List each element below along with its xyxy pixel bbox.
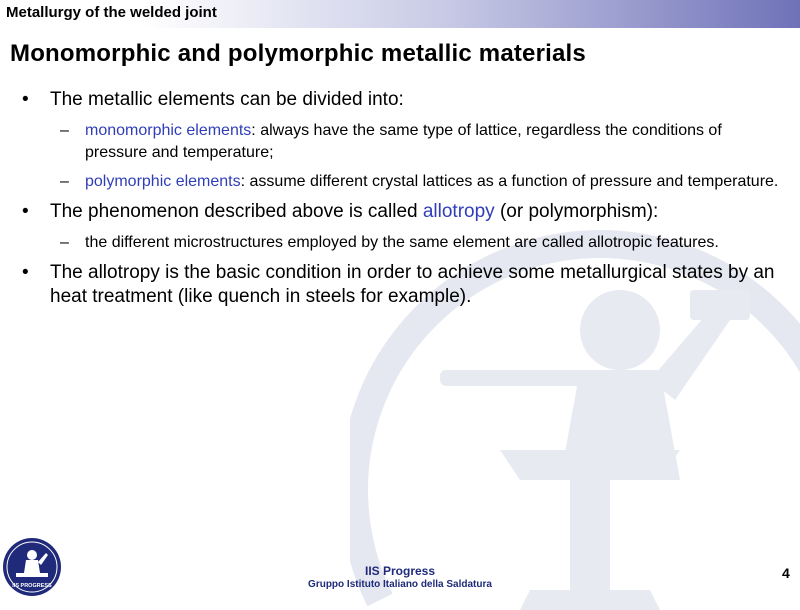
bullet-marker: • [22,262,29,283]
bullet-1-text: The metallic elements can be divided into: [50,89,404,110]
bullet-2-after: (or polymorphism): [494,201,659,222]
logo-text: IIS PROGRESS [12,583,52,589]
page-number: 4 [782,565,790,581]
allotropic-text: the different microstructures employed by the same element are called allotropic features. [85,234,719,251]
term-monomorphic: monomorphic elements [85,122,252,139]
footer-subtitle: Gruppo Istituto Italiano della Saldatura [308,579,492,590]
dash-marker: – [60,173,69,190]
slide-content [20,88,780,317]
bullet-3 [20,261,780,309]
polymorphic-definition: : assume different crystal lattices as a function of pressure and temperature. [240,173,779,190]
footer-org: IIS Progress [364,564,436,578]
term-allotropy: allotropy [422,201,495,222]
sub-bullet-monomorphic [20,120,780,164]
document-title: Metallurgy of the welded joint [6,4,217,21]
bullet-3-text: The allotropy is the basic condition in order to achieve some metallurgical states by an heat treatment (like quench in steels for example). [50,262,775,307]
footer [0,564,800,591]
bullet-marker: • [22,201,29,222]
bullet-2 [20,200,780,224]
dash-marker: – [60,122,69,139]
bullet-marker: • [22,89,29,110]
sub-bullet-polymorphic [20,171,780,193]
term-polymorphic: polymorphic elements [85,173,241,190]
bullet-1 [20,88,780,112]
monomorphic-definition: : always have the same type of lattice, regardless the conditions of pressure and temperature; [85,122,722,161]
bullet-2-before: The phenomenon described above is called [50,201,423,222]
sub-bullet-allotropic [20,232,780,254]
slide-title: Monomorphic and polymorphic metallic materials [10,40,586,67]
dash-marker: – [60,234,69,251]
